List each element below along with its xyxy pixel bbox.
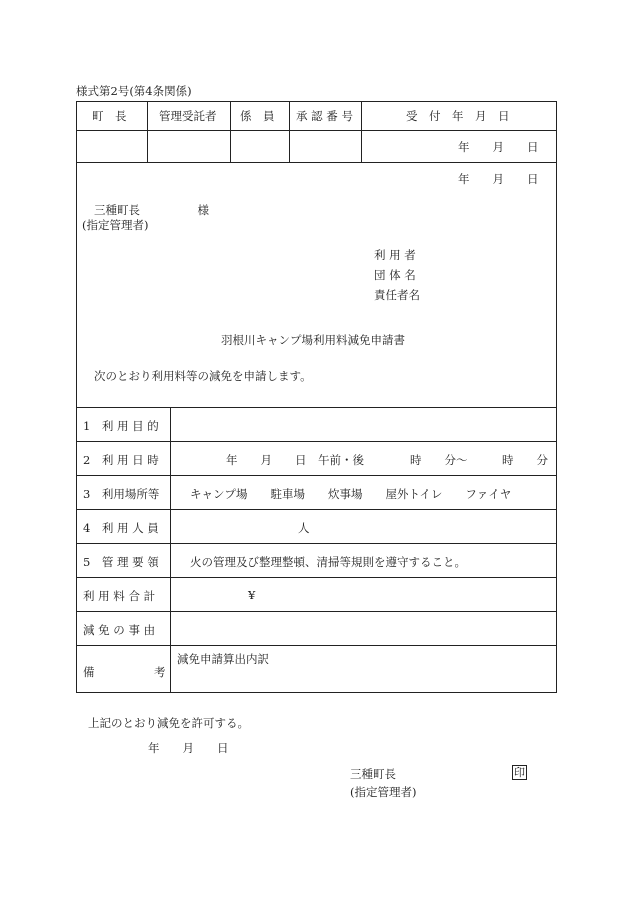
addressee-designated-manager: (指定管理者) <box>82 218 149 232</box>
rule <box>76 407 557 408</box>
remarks-label-left: 備 <box>83 665 95 679</box>
received-date-field[interactable]: 年 月 日 <box>458 140 539 154</box>
form-number: 様式第2号(第4条関係) <box>76 84 192 98</box>
rule <box>76 577 557 578</box>
applicant-representative-label: 責任者名 <box>374 288 420 302</box>
rule <box>76 645 557 646</box>
row-label-people: 4 利 用 人 員 <box>83 521 159 535</box>
rule <box>76 130 557 131</box>
rule <box>76 611 557 612</box>
rule <box>361 101 362 162</box>
row-label-rules: 5 管 理 要 領 <box>83 555 159 569</box>
addressee-name: 三種町長 様 <box>94 203 209 217</box>
seal-mark: 印 <box>514 766 525 779</box>
approval-signer: 三種町長 <box>350 767 396 781</box>
row-label-purpose: 1 利 用 目 的 <box>83 419 159 433</box>
seal-stamp <box>512 765 527 780</box>
row-value-location[interactable]: キャンプ場 駐車場 炊事場 屋外トイレ ファイヤ <box>190 487 512 501</box>
rule <box>76 441 557 442</box>
header-staff: 係 員 <box>240 109 275 123</box>
rule <box>76 509 557 510</box>
approval-signer-designated-manager: (指定管理者) <box>350 785 417 799</box>
row-value-people[interactable]: 人 <box>298 521 310 535</box>
row-value-total-fee[interactable]: ¥ <box>248 588 256 602</box>
row-value-rules: 火の管理及び整理整頓、清掃等規則を遵守すること。 <box>190 555 466 569</box>
rule <box>170 407 171 693</box>
rule <box>230 101 231 162</box>
remarks-value[interactable]: 減免申請算出内訳 <box>177 652 269 666</box>
header-received-date: 受 付 年 月 日 <box>406 109 510 123</box>
header-manager: 管理受託者 <box>159 109 217 123</box>
rule <box>76 475 557 476</box>
row-label-location: 3 利用場所等 <box>83 487 160 501</box>
rule <box>147 101 148 162</box>
applicant-user-label: 利 用 者 <box>374 248 416 262</box>
approval-date[interactable]: 年 月 日 <box>148 741 229 755</box>
form-title: 羽根川キャンプ場利用料減免申請書 <box>221 333 405 347</box>
row-label-datetime: 2 利 用 日 時 <box>83 453 159 467</box>
rule <box>289 101 290 162</box>
approval-text: 上記のとおり減免を許可する。 <box>88 716 249 730</box>
header-mayor: 町 長 <box>92 109 127 123</box>
intro-text: 次のとおり利用料等の減免を申請します。 <box>94 369 312 383</box>
rule <box>76 543 557 544</box>
remarks-label-right: 考 <box>154 665 166 679</box>
row-label-total-fee: 利 用 料 合 計 <box>83 589 156 603</box>
row-value-datetime[interactable]: 年 月 日 午前・後 時 分〜 時 分 <box>226 453 548 467</box>
row-label-reason: 減 免 の 事 由 <box>83 623 156 637</box>
application-date-field[interactable]: 年 月 日 <box>458 172 539 186</box>
application-form-table <box>76 101 557 693</box>
applicant-group-label: 団 体 名 <box>374 268 416 282</box>
rule <box>76 162 557 163</box>
header-approval-number: 承 認 番 号 <box>296 109 353 123</box>
